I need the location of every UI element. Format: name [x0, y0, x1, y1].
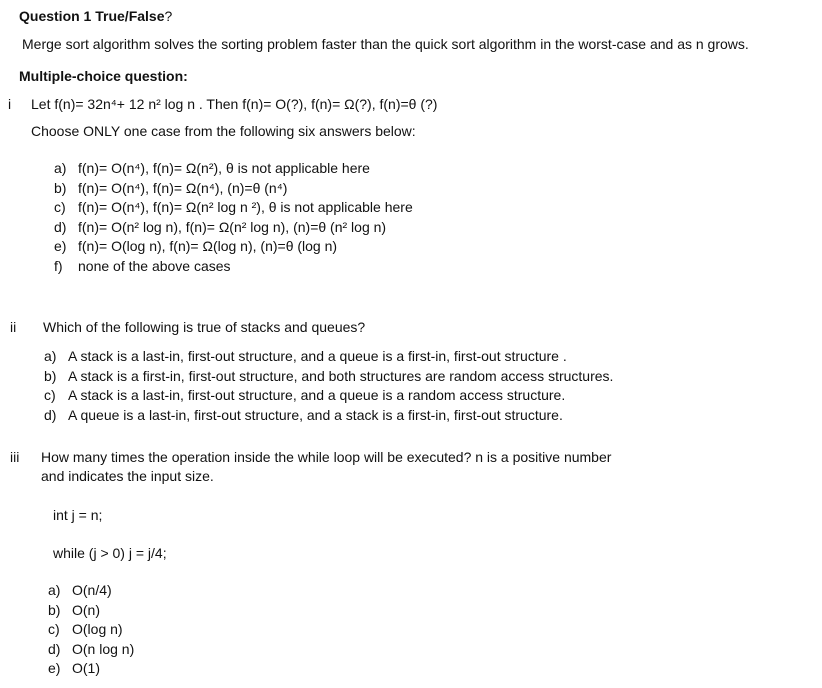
option-text: f(n)= O(n⁴), f(n)= Ω(n² log n ²), θ is not applicable here — [78, 199, 413, 215]
option-label: d) — [54, 218, 67, 235]
question-heading-mark: ? — [164, 8, 173, 24]
option-label: b) — [48, 601, 61, 618]
option-text: f(n)= O(log n), f(n)= Ω(log n), (n)=θ (log n) — [78, 238, 338, 254]
multiple-choice-heading: Multiple-choice question: — [19, 68, 188, 84]
option-part-iii-0 — [48, 581, 134, 601]
option-label: b) — [44, 367, 57, 384]
option-text: O(n/4) — [72, 582, 112, 598]
option-text: O(n) — [72, 601, 100, 618]
option-label: d) — [48, 640, 61, 657]
part-iii-prompt-line2: and indicates the input size. — [41, 468, 214, 484]
option-label: c) — [48, 621, 60, 637]
option-part-ii-2 — [44, 386, 613, 406]
option-part-iii-4 — [48, 659, 134, 679]
part-ii-options — [44, 347, 613, 425]
option-label: f) — [54, 257, 63, 274]
option-text: A stack is a last-in, first-out structure, and a queue is a random access structure. — [68, 387, 566, 403]
option-part-i-1 — [54, 179, 413, 199]
option-part-ii-0 — [44, 347, 613, 367]
code-line-1: int j = n; — [53, 507, 103, 523]
option-label: e) — [54, 238, 67, 254]
part-ii-numeral: ii — [10, 319, 17, 335]
code-line-2: while (j > 0) j = j/4; — [53, 545, 167, 561]
question-heading — [19, 7, 172, 25]
option-part-i-3 — [54, 218, 413, 238]
option-label: c) — [44, 387, 56, 403]
part-iii-numeral: iii — [10, 449, 20, 465]
option-text: f(n)= O(n⁴), f(n)= Ω(n²), θ is not applicable here — [78, 160, 370, 176]
option-text: none of the above cases — [78, 257, 231, 274]
option-part-i-4 — [54, 237, 413, 257]
question-heading-label: Question 1 True/False — [19, 8, 165, 24]
option-label: b) — [54, 179, 67, 196]
true-false-statement: Merge sort algorithm solves the sorting problem faster than the quick sort algorithm in the worst-case and as n grows. — [22, 36, 749, 52]
option-label: e) — [48, 660, 61, 676]
option-part-i-0 — [54, 159, 413, 179]
part-i-options — [54, 159, 413, 276]
option-text: A stack is a last-in, first-out structure, and a queue is a first-in, first-out structure . — [68, 348, 567, 364]
option-part-iii-3 — [48, 640, 134, 660]
option-text: A stack is a first-in, first-out structure, and both structures are random access structures. — [68, 367, 614, 384]
option-part-i-5 — [54, 257, 413, 277]
option-part-ii-3 — [44, 406, 613, 426]
option-label: c) — [54, 199, 66, 215]
option-part-iii-2 — [48, 620, 134, 640]
part-iii-prompt-line1: How many times the operation inside the while loop will be executed? n is a positive number — [41, 449, 612, 465]
option-text: f(n)= O(n⁴), f(n)= Ω(n⁴), (n)=θ (n⁴) — [78, 179, 288, 196]
part-ii-prompt: Which of the following is true of stacks and queues? — [43, 319, 366, 335]
option-text: O(n log n) — [72, 640, 135, 657]
option-text: f(n)= O(n² log n), f(n)= Ω(n² log n), (n)=θ (n² log n) — [78, 218, 387, 235]
option-text: O(log n) — [72, 621, 123, 637]
option-label: a) — [44, 348, 57, 364]
part-i-instruction: Choose ONLY one case from the following six answers below: — [31, 123, 416, 139]
option-part-ii-1 — [44, 367, 613, 387]
option-text: O(1) — [72, 660, 100, 676]
option-text: A queue is a last-in, first-out structure, and a stack is a first-in, first-out structure. — [68, 406, 563, 423]
part-i-prompt: Let f(n)= 32n⁴+ 12 n² log n . Then f(n)= O(?), f(n)= Ω(?), f(n)=θ (?) — [31, 96, 438, 112]
option-label: d) — [44, 406, 57, 423]
option-part-iii-1 — [48, 601, 134, 621]
option-part-i-2 — [54, 198, 413, 218]
option-label: a) — [54, 160, 67, 176]
part-iii-options — [48, 581, 134, 679]
option-label: a) — [48, 582, 61, 598]
part-i-numeral: i — [8, 96, 12, 112]
